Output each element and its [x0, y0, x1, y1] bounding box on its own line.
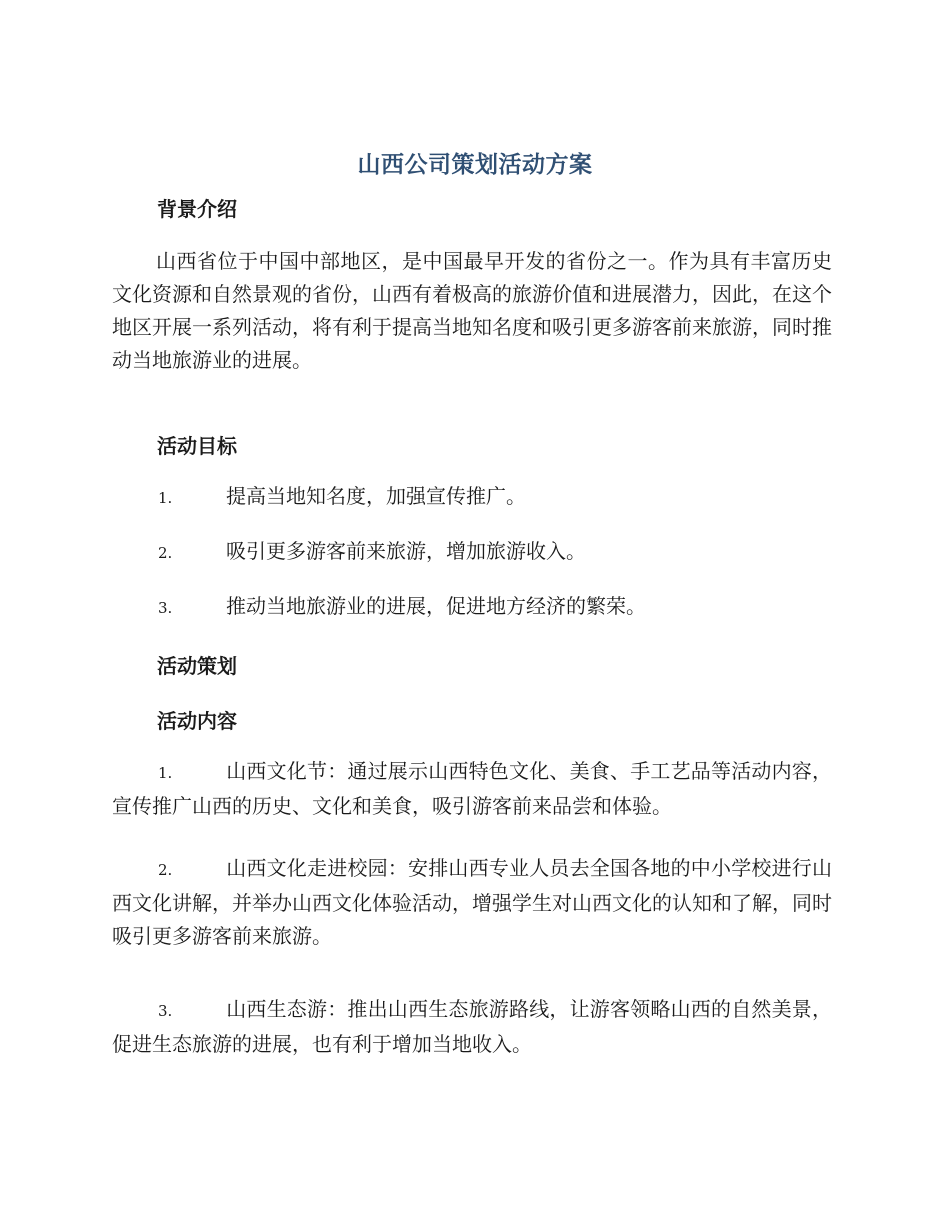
list-item-text: 提高当地知名度，加强宣传推广。: [226, 484, 526, 508]
heading-background: 背景介绍: [157, 197, 237, 221]
list-number: 2.: [158, 544, 173, 562]
content-item-3: [112, 993, 832, 1061]
list-number: 1.: [158, 489, 173, 507]
content-item-2: [112, 852, 832, 953]
document-title: 山西公司策划活动方案: [357, 152, 593, 178]
list-number: 1.: [158, 764, 173, 782]
heading-content: 活动内容: [157, 709, 237, 733]
list-item-text: 山西文化节：通过展示山西特色文化、美食、手工艺品等活动内容，宣传推广山西的历史、文化和美食，吸引游客前来品尝和体验。: [112, 759, 832, 818]
heading-goals: 活动目标: [157, 434, 237, 458]
list-number: 2.: [158, 861, 173, 879]
goal-item-1: [112, 480, 832, 515]
list-item-text: 推动当地旅游业的进展，促进地方经济的繁荣。: [226, 594, 646, 618]
list-number: 3.: [158, 599, 173, 617]
heading-planning: 活动策划: [157, 654, 237, 678]
list-item-text: 山西文化走进校园：安排山西专业人员去全国各地的中小学校进行山西文化讲解，并举办山西文化体验活动，增强学生对山西文化的认知和了解，同时吸引更多游客前来旅游。: [112, 856, 832, 948]
list-item-text: 山西生态游：推出山西生态旅游路线，让游客领略山西的自然美景，促进生态旅游的进展，也有利于增加当地收入。: [112, 997, 832, 1056]
list-number: 3.: [158, 1002, 173, 1020]
paragraph-background: 山西省位于中国中部地区，是中国最早开发的省份之一。作为具有丰富历史文化资源和自然景观的省份，山西有着极高的旅游价值和进展潜力，因此，在这个地区开展一系列活动，将有利于提高当地知名度和吸引更多游客前来旅游，同时推动当地旅游业的进展。: [112, 249, 832, 372]
goal-item-2: [112, 535, 832, 570]
list-item-text: 吸引更多游客前来旅游，增加旅游收入。: [226, 539, 586, 563]
content-item-1: [112, 755, 832, 823]
goal-item-3: [112, 590, 832, 625]
